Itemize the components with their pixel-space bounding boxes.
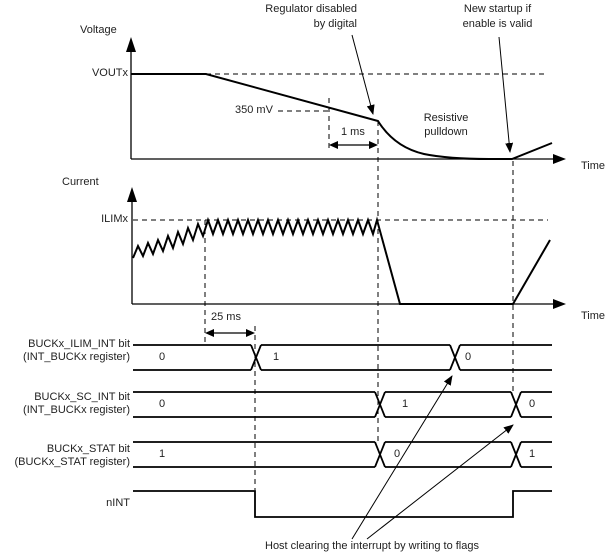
bus-ilim-int xyxy=(133,345,552,370)
bus-sc-int xyxy=(133,392,552,417)
voltage-waveform xyxy=(131,74,552,159)
bus-stat-crossover-2 xyxy=(511,442,521,467)
vout-level-label: VOUTx xyxy=(91,67,128,79)
new-startup-note-line2: enable is valid xyxy=(462,18,533,30)
signal-label-stat-line1: BUCKx_STAT bit xyxy=(46,443,130,455)
nint-waveform xyxy=(133,491,552,517)
current-y-axis-arrow-icon xyxy=(127,187,137,202)
regulator-disabled-note xyxy=(256,2,357,32)
regulator-disabled-note-line2: by digital xyxy=(313,18,357,30)
ilim-int-bit-value-1: 0 xyxy=(158,351,166,363)
resistive-pulldown-note xyxy=(419,111,473,139)
bus-stat-crossover-1 xyxy=(375,442,385,467)
350mv-label: 350 mV xyxy=(235,104,273,116)
signal-label-stat-line2: (BUCKx_STAT register) xyxy=(14,456,130,468)
sc-int-bit-value-3: 0 xyxy=(528,398,536,410)
bus-sc-crossover-2 xyxy=(511,392,521,417)
bus-stat xyxy=(133,442,552,467)
arrow-left-icon xyxy=(329,141,338,149)
bus-sc-crossover-1 xyxy=(375,392,385,417)
sc-int-bit-value-2: 1 xyxy=(401,398,409,410)
stat-bit-value-3: 1 xyxy=(528,448,536,460)
stat-bit-value-1: 1 xyxy=(158,448,166,460)
signal-label-stat xyxy=(0,443,130,469)
voltage-y-axis-arrow-icon xyxy=(126,37,136,52)
current-axes xyxy=(132,199,554,304)
current-axis-label: Current xyxy=(62,176,99,188)
resistive-pulldown-line2: pulldown xyxy=(424,126,468,138)
voltage-dashed-lines xyxy=(206,74,545,442)
signal-label-sc-int-line1: BUCKx_SC_INT bit xyxy=(34,391,130,403)
current-waveform xyxy=(133,220,550,304)
new-startup-note xyxy=(447,2,548,32)
voltage-axes xyxy=(131,50,554,159)
signal-label-sc-int xyxy=(0,391,130,417)
current-time-label: Time xyxy=(581,310,606,322)
arrow-right-icon xyxy=(369,141,378,149)
stat-bit-value-2: 0 xyxy=(393,448,401,460)
bus-ilim-crossover-2 xyxy=(450,345,460,370)
voltage-axis-label: Voltage xyxy=(80,24,117,36)
regulator-disabled-note-line1: Regulator disabled xyxy=(265,3,357,15)
voltage-x-axis-arrow-icon xyxy=(553,154,566,164)
new-startup-arrow xyxy=(499,37,510,152)
sc-int-bit-value-1: 0 xyxy=(158,398,166,410)
signal-label-nint: nINT xyxy=(106,497,130,509)
1ms-interval-arrow xyxy=(329,141,378,149)
new-startup-note-line1: New startup if xyxy=(463,3,532,15)
signal-label-ilim-int xyxy=(0,338,130,364)
signal-label-sc-int-line2: (INT_BUCKx register) xyxy=(23,404,130,416)
current-dashed-lines xyxy=(133,220,548,490)
current-x-axis-arrow-icon xyxy=(553,299,566,309)
ilim-int-bit-value-3: 0 xyxy=(464,351,472,363)
arrow-left-icon xyxy=(205,329,214,337)
signal-label-ilim-int-line1: BUCKx_ILIM_INT bit xyxy=(28,338,130,350)
host-clearing-note: Host clearing the interrupt by writing to flags xyxy=(265,540,479,552)
resistive-pulldown-line1: Resistive xyxy=(423,112,469,124)
ilim-int-bit-value-2: 1 xyxy=(272,351,280,363)
25ms-interval-arrow xyxy=(205,329,255,337)
25ms-label: 25 ms xyxy=(211,311,241,323)
1ms-label: 1 ms xyxy=(341,126,365,138)
signal-label-ilim-int-line2: (INT_BUCKx register) xyxy=(23,351,130,363)
ilim-level-label: ILIMx xyxy=(101,213,128,225)
bus-ilim-crossover-1 xyxy=(251,345,261,370)
voltage-time-label: Time xyxy=(581,160,606,172)
arrow-right-icon xyxy=(246,329,255,337)
